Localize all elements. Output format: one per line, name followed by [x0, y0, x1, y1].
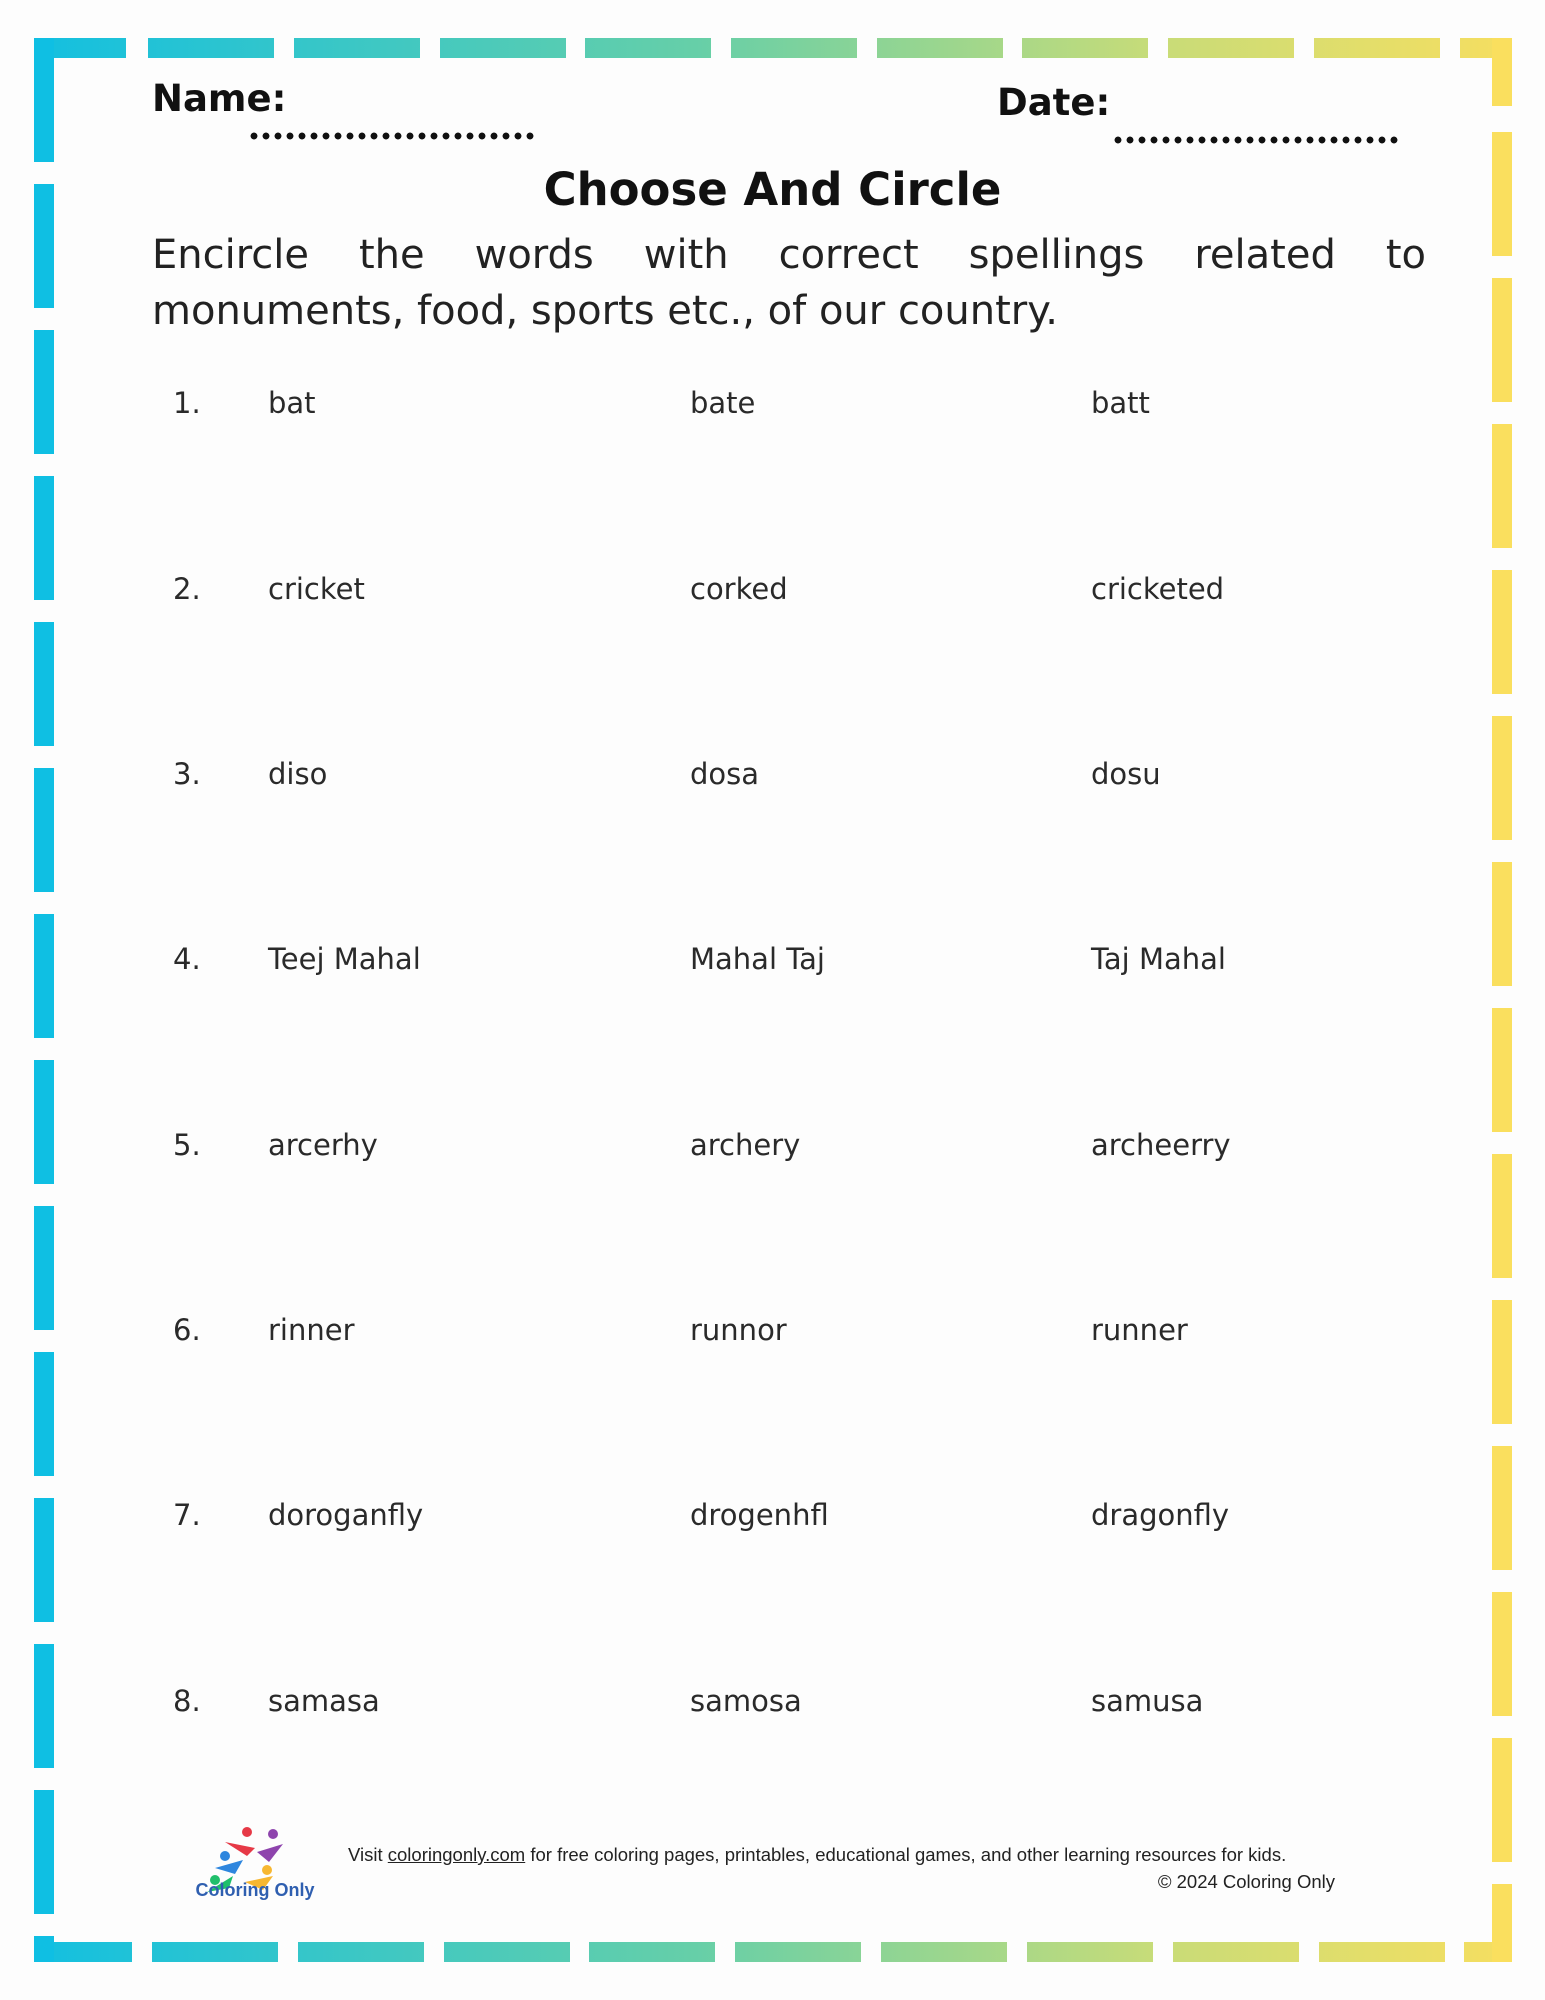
word-option[interactable]: diso [268, 757, 328, 791]
word-option[interactable]: dragonfly [1091, 1498, 1230, 1532]
question-number: 4. [173, 942, 201, 976]
question-number: 7. [173, 1498, 201, 1532]
word-option[interactable]: archery [690, 1128, 801, 1162]
question-number: 8. [173, 1684, 201, 1718]
name-label: Name: [152, 77, 287, 120]
question-row [0, 939, 1545, 999]
word-option[interactable]: samosa [690, 1684, 802, 1718]
footer-visit-line [348, 1844, 1286, 1866]
copyright-text: © 2024 Coloring Only [1157, 1871, 1335, 1892]
question-row [0, 1125, 1545, 1185]
word-option[interactable]: bate [690, 386, 756, 420]
word-option[interactable]: samasa [268, 1684, 380, 1718]
instructions-text: Encircle the words with correct spellings related to monuments, food, sports etc., of our country. [152, 232, 1426, 334]
word-option[interactable]: rinner [268, 1313, 355, 1347]
worksheet-title: Choose And Circle [543, 163, 1002, 216]
footer-visit-suffix: for free coloring pages, printables, educational games, and other learning resources for kids. [525, 1844, 1287, 1865]
word-option[interactable]: drogenhfl [690, 1498, 829, 1532]
word-option[interactable]: batt [1091, 386, 1150, 420]
question-row [0, 1310, 1545, 1370]
word-option[interactable]: Mahal Taj [690, 942, 825, 976]
question-row [0, 383, 1545, 443]
question-row [0, 754, 1545, 814]
word-option[interactable]: samusa [1091, 1684, 1204, 1718]
word-option[interactable]: dosu [1091, 757, 1161, 791]
word-option[interactable]: cricketed [1091, 572, 1225, 606]
word-option[interactable]: runner [1091, 1313, 1188, 1347]
word-option[interactable]: arcerhy [268, 1128, 378, 1162]
date-fill-line[interactable] [1112, 136, 1402, 144]
question-number: 3. [173, 757, 201, 791]
site-link[interactable]: coloringonly.com [387, 1844, 526, 1865]
question-row [0, 569, 1545, 629]
date-label: Date: [997, 81, 1111, 124]
word-option[interactable]: doroganfly [268, 1498, 424, 1532]
word-option[interactable]: cricket [268, 572, 365, 606]
question-row [0, 1495, 1545, 1555]
name-fill-line[interactable] [248, 132, 538, 140]
question-row [0, 1681, 1545, 1741]
word-option[interactable]: Taj Mahal [1091, 942, 1226, 976]
question-number: 5. [173, 1128, 201, 1162]
question-number: 6. [173, 1313, 201, 1347]
word-option[interactable]: corked [690, 572, 788, 606]
word-option[interactable]: runnor [690, 1313, 787, 1347]
word-option[interactable]: archeerry [1091, 1128, 1231, 1162]
logo-text: Coloring Only [195, 1880, 315, 1900]
word-option[interactable]: Teej Mahal [268, 942, 421, 976]
word-option[interactable]: bat [268, 386, 316, 420]
footer-visit-prefix: Visit [348, 1844, 388, 1865]
question-number: 1. [173, 386, 201, 420]
question-number: 2. [173, 572, 201, 606]
word-option[interactable]: dosa [690, 757, 760, 791]
